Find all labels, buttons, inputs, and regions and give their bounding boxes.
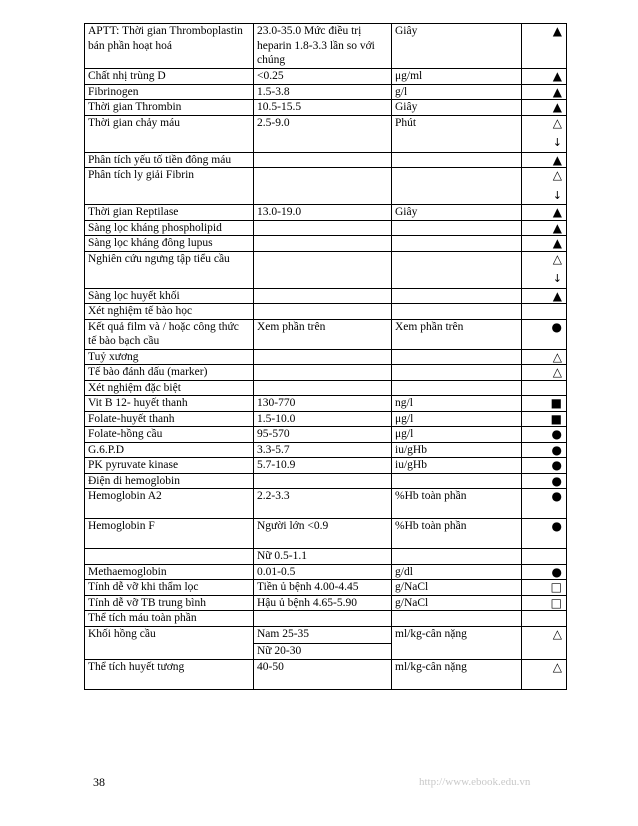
test-name-cell: Chất nhị trùng D bbox=[85, 69, 254, 85]
unit-cell bbox=[392, 349, 522, 365]
test-name-cell: Thể tích máu toàn phần bbox=[85, 611, 254, 627]
unit-cell: Giây bbox=[392, 205, 522, 221]
table-row bbox=[85, 626, 567, 643]
unit-cell: Giây bbox=[392, 24, 522, 69]
table-row bbox=[85, 595, 567, 611]
test-name-cell: Tuỷ xương bbox=[85, 349, 254, 365]
reference-range-cell: 13.0-19.0 bbox=[254, 205, 392, 221]
test-name-cell: Sàng lọc huyết khối bbox=[85, 288, 254, 304]
table-row bbox=[85, 220, 567, 236]
table-row bbox=[85, 549, 567, 565]
reference-range-cell: 95-570 bbox=[254, 427, 392, 443]
unit-cell: μg/l bbox=[392, 427, 522, 443]
table-row bbox=[85, 473, 567, 489]
test-name-cell: Kết quả film và / hoặc công thức tế bào bạch cầu bbox=[85, 319, 254, 349]
table-row bbox=[85, 349, 567, 365]
test-name-cell: Thể tích huyết tương bbox=[85, 659, 254, 689]
reference-range-cell bbox=[254, 152, 392, 168]
symbol-cell bbox=[522, 251, 567, 288]
symbol-cell: ● bbox=[522, 442, 567, 458]
unit-cell bbox=[392, 288, 522, 304]
symbol-icon: △ bbox=[552, 168, 562, 182]
symbol-icon: △ bbox=[552, 115, 562, 130]
unit-cell bbox=[392, 304, 522, 320]
symbol-cell: ● bbox=[522, 473, 567, 489]
reference-range-cell: Nữ 20-30 bbox=[254, 643, 392, 659]
test-name-cell: Tính dễ vỡ TB trung bình bbox=[85, 595, 254, 611]
unit-cell: g/NaCl bbox=[392, 580, 522, 596]
table-row bbox=[85, 288, 567, 304]
reference-range-cell: 23.0-35.0 Mức điều trị heparin 1.8-3.3 lần so với chúng bbox=[254, 24, 392, 69]
test-name-cell: Khối hồng cầu bbox=[85, 626, 254, 659]
symbol-cell: ▲ bbox=[522, 205, 567, 221]
symbol-cell bbox=[522, 168, 567, 205]
unit-cell: iu/gHb bbox=[392, 442, 522, 458]
reference-range-cell: 1.5-3.8 bbox=[254, 84, 392, 100]
test-name-cell: Điện di hemoglobin bbox=[85, 473, 254, 489]
table-row bbox=[85, 84, 567, 100]
reference-range-cell: 40-50 bbox=[254, 659, 392, 689]
unit-cell: g/NaCl bbox=[392, 595, 522, 611]
reference-range-cell: 2.2-3.3 bbox=[254, 489, 392, 519]
symbol-cell: ▲ bbox=[522, 288, 567, 304]
table-row bbox=[85, 519, 567, 549]
symbol-cell: □ bbox=[522, 595, 567, 611]
table-row bbox=[85, 442, 567, 458]
test-name-cell: Thời gian Thrombin bbox=[85, 100, 254, 116]
down-arrow-icon: ↓ bbox=[552, 136, 562, 149]
reference-range-cell: Xem phần trên bbox=[254, 319, 392, 349]
footer-url: http://www.ebook.edu.vn bbox=[419, 776, 531, 788]
reference-range-cell bbox=[254, 168, 392, 205]
table-row bbox=[85, 152, 567, 168]
symbol-cell bbox=[522, 304, 567, 320]
table-row bbox=[85, 100, 567, 116]
unit-cell bbox=[392, 236, 522, 252]
table-row bbox=[85, 611, 567, 627]
symbol-cell: ▲ bbox=[522, 24, 567, 69]
unit-cell: g/dl bbox=[392, 564, 522, 580]
table-row bbox=[85, 365, 567, 381]
symbol-cell: ▲ bbox=[522, 84, 567, 100]
test-name-cell: Phân tích yếu tố tiền đông máu bbox=[85, 152, 254, 168]
reference-range-cell: Người lớn <0.9 bbox=[254, 519, 392, 549]
reference-range-cell: 2.5-9.0 bbox=[254, 115, 392, 152]
unit-cell: Giây bbox=[392, 100, 522, 116]
test-name-cell: Methaemoglobin bbox=[85, 564, 254, 580]
test-name-cell: Vit B 12- huyết thanh bbox=[85, 396, 254, 412]
table-row bbox=[85, 659, 567, 689]
test-name-cell: Thời gian chảy máu bbox=[85, 115, 254, 152]
unit-cell bbox=[392, 473, 522, 489]
test-name-cell: Hemoglobin A2 bbox=[85, 489, 254, 519]
symbol-cell bbox=[522, 380, 567, 396]
table-row bbox=[85, 458, 567, 474]
symbol-cell: ● bbox=[522, 519, 567, 549]
test-name-cell: Folate-huyết thanh bbox=[85, 411, 254, 427]
test-name-cell: Fibrinogen bbox=[85, 84, 254, 100]
reference-table bbox=[84, 23, 567, 690]
reference-range-cell bbox=[254, 473, 392, 489]
reference-range-cell bbox=[254, 380, 392, 396]
unit-cell bbox=[392, 611, 522, 627]
unit-cell bbox=[392, 380, 522, 396]
symbol-cell: ■ bbox=[522, 411, 567, 427]
unit-cell: Phút bbox=[392, 115, 522, 152]
test-name-cell: Hemoglobin F bbox=[85, 519, 254, 549]
reference-range-cell: 5.7-10.9 bbox=[254, 458, 392, 474]
test-name-cell: G.6.P.D bbox=[85, 442, 254, 458]
symbol-cell: ■ bbox=[522, 396, 567, 412]
unit-cell: g/l bbox=[392, 84, 522, 100]
symbol-cell bbox=[522, 115, 567, 152]
table-row bbox=[85, 411, 567, 427]
reference-range-cell: Nam 25-35 bbox=[254, 626, 392, 643]
unit-cell: ml/kg-cân nặng bbox=[392, 626, 522, 659]
reference-range-cell bbox=[254, 349, 392, 365]
unit-cell: ng/l bbox=[392, 396, 522, 412]
reference-range-cell bbox=[254, 220, 392, 236]
reference-range-cell: 3.3-5.7 bbox=[254, 442, 392, 458]
table-row bbox=[85, 427, 567, 443]
symbol-cell: ▲ bbox=[522, 69, 567, 85]
table-row bbox=[85, 168, 567, 205]
symbol-cell: □ bbox=[522, 580, 567, 596]
symbol-cell: ● bbox=[522, 319, 567, 349]
unit-cell bbox=[392, 168, 522, 205]
test-name-cell: PK pyruvate kinase bbox=[85, 458, 254, 474]
test-name-cell: Tế bào đánh dấu (marker) bbox=[85, 365, 254, 381]
page-number: 38 bbox=[93, 775, 105, 789]
reference-range-cell bbox=[254, 365, 392, 381]
symbol-cell: △ bbox=[522, 659, 567, 689]
table-row bbox=[85, 319, 567, 349]
down-arrow-icon: ↓ bbox=[552, 188, 562, 202]
table-row bbox=[85, 396, 567, 412]
reference-range-cell: 10.5-15.5 bbox=[254, 100, 392, 116]
table-row bbox=[85, 564, 567, 580]
symbol-cell bbox=[522, 549, 567, 565]
table-row bbox=[85, 580, 567, 596]
reference-range-cell: 0.01-0.5 bbox=[254, 564, 392, 580]
test-name-cell: Xét nghiệm đặc biệt bbox=[85, 380, 254, 396]
test-name-cell: Thời gian Reptilase bbox=[85, 205, 254, 221]
unit-cell: μg/ml bbox=[392, 69, 522, 85]
table-row bbox=[85, 205, 567, 221]
symbol-cell bbox=[522, 611, 567, 627]
unit-cell bbox=[392, 251, 522, 288]
symbol-cell: ▲ bbox=[522, 236, 567, 252]
unit-cell: μg/l bbox=[392, 411, 522, 427]
test-name-cell: Xét nghiệm tế bào học bbox=[85, 304, 254, 320]
test-name-cell bbox=[85, 549, 254, 565]
test-name-cell: Nghiên cứu ngưng tập tiểu cầu bbox=[85, 251, 254, 288]
unit-cell: iu/gHb bbox=[392, 458, 522, 474]
reference-range-cell: 1.5-10.0 bbox=[254, 411, 392, 427]
table-row bbox=[85, 115, 567, 152]
symbol-cell: △ bbox=[522, 626, 567, 659]
symbol-cell: ▲ bbox=[522, 220, 567, 236]
symbol-cell: ▲ bbox=[522, 152, 567, 168]
test-name-cell: Phân tích ly giải Fibrin bbox=[85, 168, 254, 205]
test-name-cell: Sàng lọc kháng phospholipid bbox=[85, 220, 254, 236]
symbol-cell: △ bbox=[522, 349, 567, 365]
table-row bbox=[85, 489, 567, 519]
unit-cell: %Hb toàn phần bbox=[392, 519, 522, 549]
symbol-icon: △ bbox=[552, 251, 562, 266]
down-arrow-icon: ↓ bbox=[552, 272, 562, 285]
unit-cell: Xem phần trên bbox=[392, 319, 522, 349]
table-row bbox=[85, 304, 567, 320]
table-row bbox=[85, 251, 567, 288]
symbol-cell: ● bbox=[522, 489, 567, 519]
unit-cell: %Hb toàn phần bbox=[392, 489, 522, 519]
reference-range-cell: Nữ 0.5-1.1 bbox=[254, 549, 392, 565]
symbol-cell: ● bbox=[522, 564, 567, 580]
test-name-cell: Tính dễ vỡ khi thẩm lọc bbox=[85, 580, 254, 596]
reference-range-cell bbox=[254, 251, 392, 288]
reference-range-cell bbox=[254, 304, 392, 320]
test-name-cell: Sàng lọc kháng đông lupus bbox=[85, 236, 254, 252]
reference-range-cell: Hậu ủ bệnh 4.65-5.90 bbox=[254, 595, 392, 611]
table-row bbox=[85, 380, 567, 396]
reference-range-cell: <0.25 bbox=[254, 69, 392, 85]
reference-range-cell bbox=[254, 288, 392, 304]
reference-range-cell bbox=[254, 611, 392, 627]
reference-range-cell bbox=[254, 236, 392, 252]
reference-range-cell: 130-770 bbox=[254, 396, 392, 412]
unit-cell bbox=[392, 152, 522, 168]
unit-cell bbox=[392, 365, 522, 381]
symbol-cell: △ bbox=[522, 365, 567, 381]
unit-cell: ml/kg-cân nặng bbox=[392, 659, 522, 689]
table-row bbox=[85, 69, 567, 85]
symbol-cell: ● bbox=[522, 458, 567, 474]
symbol-cell: ▲ bbox=[522, 100, 567, 116]
unit-cell bbox=[392, 549, 522, 565]
reference-range-cell: Tiền ủ bệnh 4.00-4.45 bbox=[254, 580, 392, 596]
table-row bbox=[85, 236, 567, 252]
symbol-cell: ● bbox=[522, 427, 567, 443]
table-row bbox=[85, 24, 567, 69]
test-name-cell: Folate-hồng cầu bbox=[85, 427, 254, 443]
test-name-cell: APTT: Thời gian Thromboplastin bán phần hoạt hoá bbox=[85, 24, 254, 69]
unit-cell bbox=[392, 220, 522, 236]
